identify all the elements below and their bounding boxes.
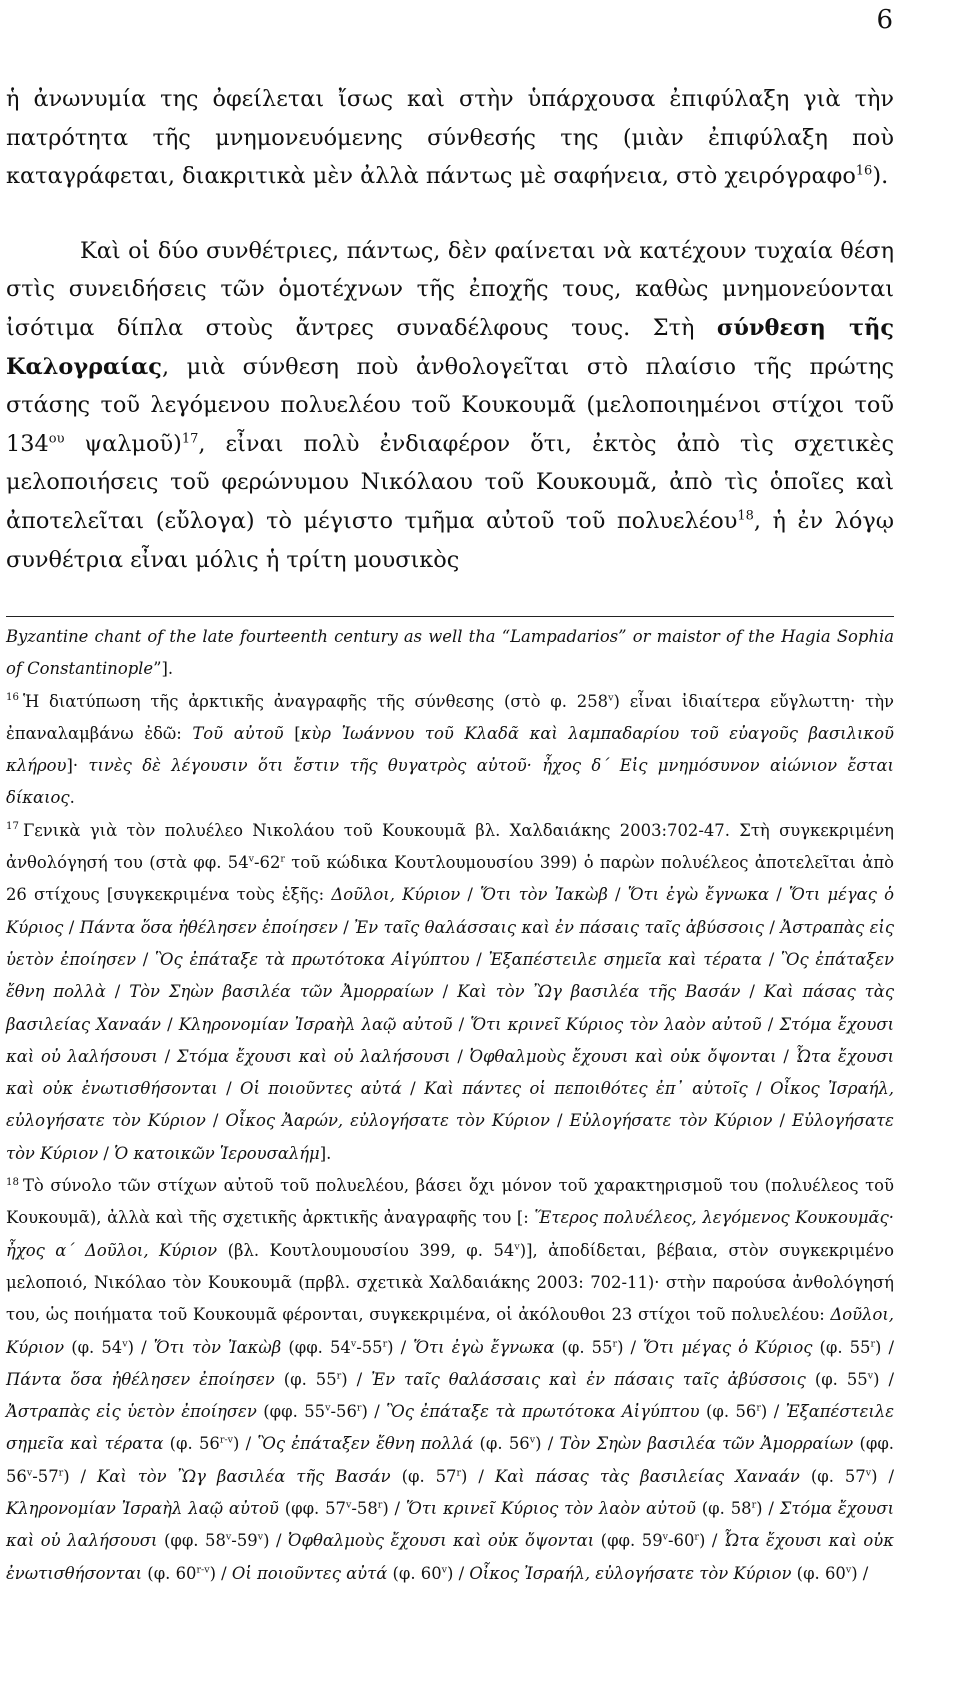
footnote-17: $^{17}$ Γενικὰ γιὰ τὸν πολυέλεο Νικολάου τοῦ Κουκουμᾶ βλ. Χαλδαιάκης 2003:702-47. Στὴ συγκεκριμένη ἀνθολόγησή του (στὰ φφ. 54$^v$-62$^r$ τοῦ κώδικα Κουτλουμουσίου 399) ὁ παρὼν πολυέλεος ἀποτελεῖται ἀπὸ 26 στίχους [συγκεκριμένα τοὺς ἑξῆς: Δοῦλοι, Κύριον / Ὅτι τὸν Ἰακὼβ / Ὅτι ἐγὼ ἔγνωκα / Ὅτι μέγας ὁ Κύριος / Πάντα ὅσα ἠθέλησεν ἐποίησεν / Ἐν ταῖς θαλάσσαις καὶ ἐν πάσαις ταῖς ἀβύσσοις / Ἀστραπὰς εἰς ὑετὸν ἐποίησεν / Ὃς ἐπάταξε τὰ πρωτότοκα Αἰγύπτου / Ἐξαπέστειλε σημεῖα καὶ τέρατα / Ὃς ἐπάταξεν ἔθνη πολλὰ / Τὸν Σηὼν βασιλέα τῶν Ἀμορραίων / Καὶ τὸν Ὢγ βασιλέα τῆς Βασάν / Καὶ πάσας τὰς βασιλείας Χαναάν / Κληρονομίαν Ἰσραὴλ λαῷ αὐτοῦ / Ὅτι κρινεῖ Κύριος τὸν λαὸν αὐτοῦ / Στόμα ἔχουσι καὶ οὐ λαλήσουσι / Στόμα ἔχουσι καὶ οὐ λαλήσουσι / Ὀφθαλμοὺς ἔχουσι καὶ οὐκ ὄψονται / Ὦτα ἔχουσι καὶ οὐκ ἐνωτισθήσονται / Οἱ ποιοῦντες αὐτά / Καὶ πάντες οἱ πεποιθότες ἐπ᾽ αὐτοῖς / Οἶκος Ἰσραήλ, εὐλογήσατε τὸν Κύριον / Οἶκος Ἀαρών, εὐλογήσατε τὸν Κύριον / Εὐλογήσατε τὸν Κύριον / Εὐλογήσατε τὸν Κύριον / Ὁ κατοικῶν Ἱερουσαλήμ]. [6, 820, 895, 1163]
footnotes [6, 616, 894, 1590]
paragraph-2: Καὶ οἱ δύο συνθέτριες, πάντως, δὲν φαίνεται νὰ κατέχουν τυχαία θέση στὶς συνειδήσεις τῶν ὁμοτέχνων τῆς ἐποχῆς τους, καθὼς μνημονεύονται ἰσότιμα δίπλα στοὺς ἄντρες συναδέλφους τους. Στὴ σύνθεση τῆς Καλογραίας, μιὰ σύνθεση ποὺ ἀνθολογεῖται στὸ πλαίσιο τῆς πρώτης στάσης τοῦ λεγόμενου πολυελέου τοῦ Κουκουμᾶ (μελοποιημένοι στίχοι τοῦ $134^{o\upsilon}$ ψαλμοῦ)$^{17}$, εἶναι πολὺ ἐνδιαφέρον ὅτι, ἐκτὸς ἀπὸ τὶς σχετικὲς μελοποιήσεις τοῦ φερώνυμου Νικόλαου τοῦ Κουκουμᾶ, ἀπὸ τὶς ὁποῖες καὶ ἀποτελεῖται (εὔλογα) τὸ μέγιστο τμῆμα αὐτοῦ τοῦ πολυελέου$^{18}$, ἡ ἐν λόγῳ συνθέτρια εἶναι μόλις ἡ τρίτη μουσικὸς [6, 237, 894, 573]
footnote-ref-17: 17 [181, 431, 199, 447]
footnote-ref-16: 16 [855, 163, 873, 179]
footnote-18: $^{18}$ Τὸ σύνολο τῶν στίχων αὐτοῦ τοῦ πολυελέου, βάσει ὄχι μόνον τοῦ χαρακτηρισμοῦ του (πολυέλεος τοῦ Κουκουμᾶ), ἀλλὰ καὶ τῆς σχετικῆς ἀρκτικῆς ἀναγραφῆς του [: Ἕτερος πολυέλεος, λεγόμενος Κουκουμᾶς· ἦχος α΄ Δοῦλοι, Κύριον (βλ. Κουτλουμουσίου 399, φ. 54$^v$)], ἀποδίδεται, βέβαια, στὸν συγκεκριμένο μελοποιό, Νικόλαο τὸν Κουκουμᾶ (πρβλ. σχετικὰ Χαλδαιάκης 2003: 702-11)· στὴν παρούσα ἀνθολόγησή του, ὡς ποιήματα τοῦ Κουκουμᾶ φέρονται, συγκεκριμένα, οἱ ἀκόλουθοι 23 στίχοι τοῦ πολυελέου: Δοῦλοι, Κύριον (φ. 54$^v$) / Ὅτι τὸν Ἰακὼβ (φφ. 54$^v$-55$^r$) / Ὅτι ἐγὼ ἔγνωκα (φ. 55$^r$) / Ὅτι μέγας ὁ Κύριος (φ. 55$^r$) / Πάντα ὅσα ἠθέλησεν ἐποίησεν (φ. 55$^r$) / Ἐν ταῖς θαλάσσαις καὶ ἐν πάσαις ταῖς ἀβύσσοις (φ. 55$^v$) / Ἀστραπὰς εἰς ὑετὸν ἐποίησεν (φφ. 55$^v$-56$^r$) / Ὃς ἐπάταξε τὰ πρωτότοκα Αἰγύπτου (φ. 56$^r$) / Ἐξαπέστειλε σημεῖα καὶ τέρατα (φ. 56$^{r-v}$) / Ὃς ἐπάταξεν ἔθνη πολλά (φ. 56$^v$) / Τὸν Σηὼν βασιλέα τῶν Ἀμορραίων (φφ. 56$^v$-57$^r$) / Καὶ τὸν Ὢγ βασιλέα τῆς Βασάν (φ. 57$^r$) / Καὶ πάσας τὰς βασιλείας Χαναάν (φ. 57$^v$) / Κληρονομίαν Ἰσραὴλ λαῷ αὐτοῦ (φφ. 57$^v$-58$^r$) / Ὅτι κρινεῖ Κύριος τὸν λαὸν αὐτοῦ (φ. 58$^r$) / Στόμα ἔχουσι καὶ οὐ λαλήσουσι (φφ. 58$^v$-59$^v$) / Ὀφθαλμοὺς ἔχουσι καὶ οὐκ ὄψονται (φφ. 59$^v$-60$^r$) / Ὦτα ἔχουσι καὶ οὐκ ἐνωτισθήσονται (φ. 60$^{r-v}$) / Οἱ ποιοῦντες αὐτά (φ. 60$^v$) / Οἶκος Ἰσραήλ, εὐλογήσατε τὸν Κύριον (φ. 60$^v$) / [6, 1176, 895, 1583]
page-number: 6 [876, 5, 893, 35]
main-text [6, 80, 894, 579]
footnote-ref-18: 18 [737, 508, 754, 524]
footnote-16: $^{16}$ Ἡ διατύπωση τῆς ἀρκτικῆς ἀναγραφῆς τῆς σύνθεσης (στὸ φ. 258$^v$) εἶναι ἰδιαίτερα εὔγλωττη· τὴν ἐπαναλαμβάνω ἐδῶ: Τοῦ αὐτοῦ [κὺρ Ἰωάννου τοῦ Κλαδᾶ καὶ λαμπαδαρίου τοῦ εὐαγοῦς βασιλικοῦ κλήρου]· τινὲς δὲ λέγουσιν ὅτι ἔστιν τῆς θυγατρὸς αὐτοῦ· ἦχος δ΄ Εἰς μνημόσυνον αἰώνιον ἔσται δίκαιος. [6, 691, 895, 808]
bold-term: σύνθεση τῆς Καλογραίας [6, 314, 894, 380]
footnote-carryover: Byzantine chant of the late fourteenth century as well tha “Lampadarios” or maistor of the Hagia Sophia of Constantinople”]. [6, 627, 894, 679]
paragraph-1: ἡ ἀνωνυμία της ὀφείλεται ἴσως καὶ στὴν ὑπάρχουσα ἐπιφύλαξη γιὰ τὴν πατρότητα τῆς μνημονευόμενης σύνθεσής της (μιὰν ἐπιφύλαξη ποὺ καταγράφεται, διακριτικὰ μὲν ἀλλὰ πάντως μὲ σαφήνεια, στὸ χειρόγραφο$^{16}$). [6, 86, 894, 190]
